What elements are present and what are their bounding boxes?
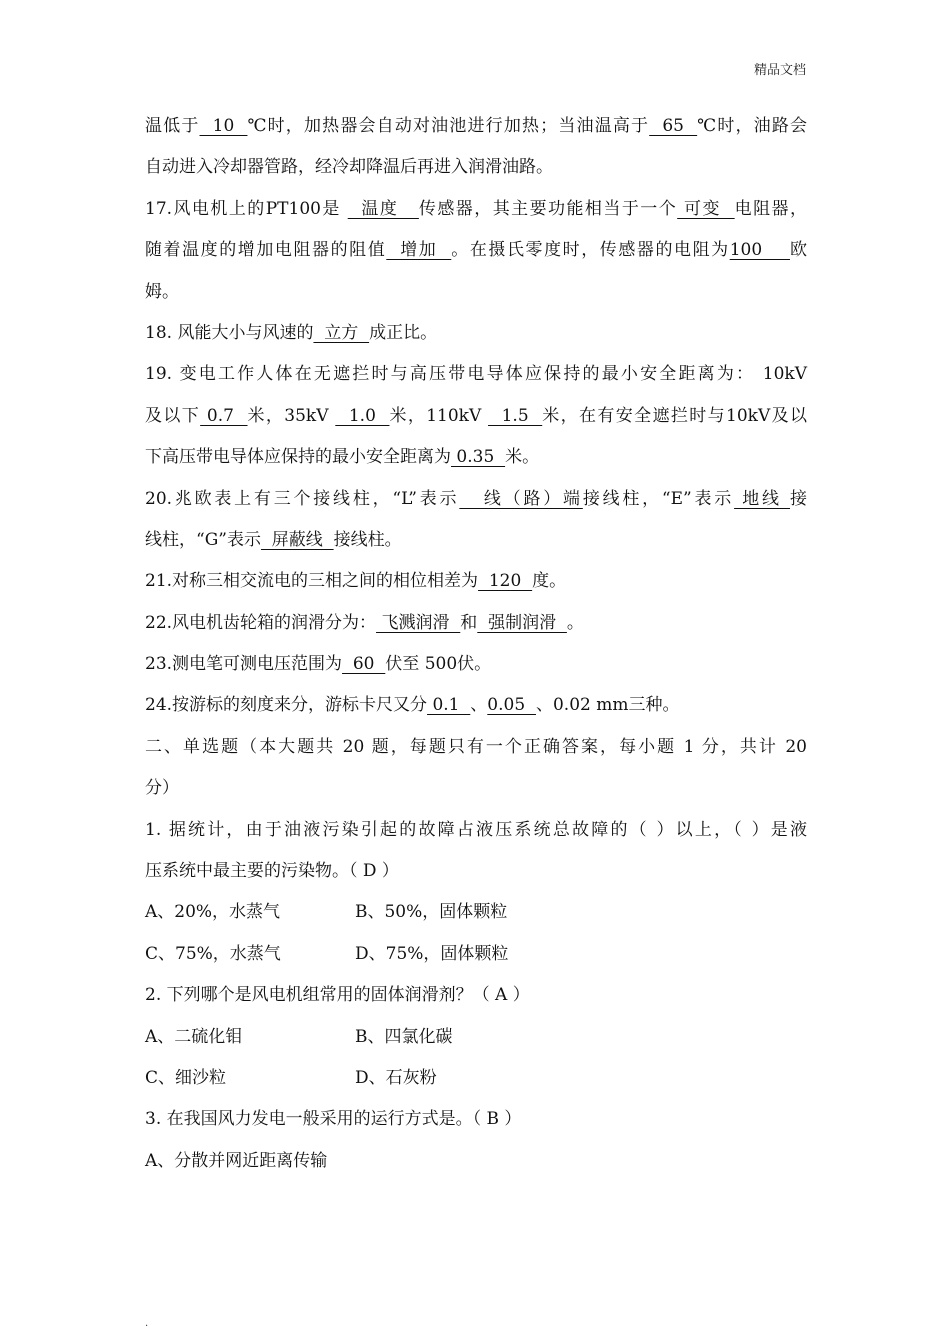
- filled-answer-blank: 可变: [677, 198, 735, 219]
- text-run: 温低于: [145, 116, 200, 136]
- filled-answer-blank: 100: [729, 240, 790, 261]
- text-run: 米，110kV: [389, 405, 489, 426]
- text-run: 米，35kV: [247, 405, 336, 426]
- text-run: 度。: [532, 571, 567, 592]
- filled-answer-blank: 地线: [734, 488, 791, 509]
- text-line: [145, 106, 807, 147]
- filled-answer-blank: 10: [199, 116, 248, 136]
- text-line: [145, 1141, 807, 1182]
- text-line: [145, 313, 807, 354]
- filled-answer-blank: 0.05: [487, 695, 536, 716]
- filled-answer-blank: 65: [649, 116, 698, 136]
- filled-answer-blank: 1.0: [335, 405, 390, 426]
- text-run: A、分散并网近距离传输: [145, 1150, 328, 1171]
- filled-answer-blank: 立方: [313, 322, 370, 343]
- filled-answer-blank: 0.7: [200, 405, 248, 426]
- text-run: 二、单选题（本大题共 20 题，每题只有一个正确答案，每小题 1 分，共计 20: [145, 736, 807, 757]
- text-run: 24.按游标的刻度来分，游标卡尺又分: [145, 695, 428, 716]
- text-line: [145, 1099, 807, 1140]
- text-run: 姆。: [145, 281, 179, 302]
- text-run: 及以下: [145, 405, 201, 426]
- answer-option: C、75%，水蒸气: [145, 943, 281, 964]
- text-line: [145, 727, 807, 768]
- text-run: 1. 据统计，由于油液污染引起的故障占液压系统总故障的（ ）以上，（ ）是液: [145, 819, 807, 840]
- document-body: [145, 106, 807, 1182]
- text-line: [145, 230, 807, 271]
- text-run: 、: [470, 695, 488, 716]
- text-run: 米，在有安全遮拦时与10kV及以: [542, 405, 807, 426]
- text-line: [145, 1017, 807, 1058]
- text-line: [145, 975, 807, 1016]
- text-line: [145, 189, 807, 230]
- answer-option: D、石灰粉: [355, 1067, 437, 1088]
- filled-answer-blank: 飞溅润滑: [376, 612, 461, 633]
- answer-option: B、50%，固体颗粒: [355, 902, 508, 923]
- text-run: 成正比。: [369, 322, 438, 343]
- text-run: 电阻器，: [734, 198, 808, 219]
- text-run: 17.风电机上的PT100是: [145, 198, 348, 219]
- text-line: [145, 147, 807, 188]
- text-run: 。: [566, 612, 584, 633]
- text-run: 接线柱，“E”表示: [582, 488, 735, 509]
- text-run: 下高压带电导体应保持的最小安全距离为: [145, 447, 451, 468]
- text-run: 随着温度的增加电阻器的阻值: [145, 240, 387, 261]
- text-run: 。在摄氏零度时，传感器的电阻为: [451, 240, 730, 261]
- text-run: 压系统中最主要的污染物。（ D ）: [145, 861, 399, 882]
- text-line: [145, 354, 807, 395]
- filled-answer-blank: 1.5: [488, 405, 543, 426]
- text-line: [145, 561, 807, 602]
- text-run: ℃时，油路会: [697, 116, 808, 136]
- header-label: 精品文档: [753, 63, 806, 78]
- filled-answer-blank: 线（路）端: [459, 488, 583, 509]
- text-run: 传感器，其主要功能相当于一个: [418, 198, 678, 219]
- text-run: 、0.02 mm三种。: [535, 695, 680, 716]
- text-line: [145, 892, 807, 933]
- text-run: 3. 在我国风力发电一般采用的运行方式是。（ B ）: [145, 1109, 522, 1130]
- text-run: 18. 风能大小与风速的: [145, 322, 314, 343]
- text-line: [145, 437, 807, 478]
- text-line: [145, 520, 807, 561]
- footer-dot: .: [145, 1318, 149, 1329]
- answer-option: A、二硫化钼: [145, 1026, 243, 1047]
- text-run: 22.风电机齿轮箱的润滑分为：: [145, 612, 377, 633]
- text-line: [145, 768, 807, 809]
- text-line: [145, 851, 807, 892]
- text-run: 自动进入冷却器管路，经冷却降温后再进入润滑油路。: [145, 157, 553, 178]
- text-run: 分）: [145, 778, 179, 799]
- text-line: [145, 479, 807, 520]
- filled-answer-blank: 0.1: [427, 695, 471, 716]
- filled-answer-blank: 60: [342, 654, 386, 675]
- text-run: 和: [460, 612, 478, 633]
- text-line: [145, 685, 807, 726]
- text-run: 线柱，“G”表示: [145, 529, 261, 550]
- answer-option: D、75%，固体颗粒: [355, 943, 509, 964]
- text-run: ℃时，加热器会自动对油池进行加热；当油温高于: [247, 116, 650, 136]
- filled-answer-blank: 屏蔽线: [260, 529, 334, 550]
- text-line: [145, 272, 807, 313]
- filled-answer-blank: 温度: [347, 198, 419, 219]
- answer-option: A、20%，水蒸气: [145, 902, 281, 923]
- filled-answer-blank: 增加: [386, 240, 452, 261]
- text-run: 19. 变电工作人体在无遮拦时与高压带电导体应保持的最小安全距离为： 10kV: [145, 364, 807, 385]
- text-line: [145, 1058, 807, 1099]
- filled-answer-blank: 0.35: [451, 447, 506, 468]
- text-line: [145, 396, 807, 437]
- text-run: 接: [790, 488, 808, 509]
- text-run: 接线柱。: [333, 529, 402, 550]
- text-run: 欧: [790, 240, 807, 261]
- answer-option: B、四氯化碳: [355, 1026, 453, 1047]
- text-line: [145, 603, 807, 644]
- text-run: 20.兆欧表上有三个接线柱，“L”表示: [145, 488, 460, 509]
- text-line: [145, 644, 807, 685]
- filled-answer-blank: 120: [478, 571, 533, 592]
- text-line: [145, 810, 807, 851]
- text-run: 米。: [505, 447, 540, 468]
- text-run: 23.测电笔可测电压范围为: [145, 654, 343, 675]
- text-line: [145, 934, 807, 975]
- text-run: 伏至 500伏。: [385, 654, 492, 675]
- filled-answer-blank: 强制润滑: [477, 612, 567, 633]
- answer-option: C、细沙粒: [145, 1067, 227, 1088]
- text-run: 2. 下列哪个是风电机组常用的固体润滑剂？（ A ）: [145, 985, 530, 1006]
- text-run: 21.对称三相交流电的三相之间的相位相差为: [145, 571, 479, 592]
